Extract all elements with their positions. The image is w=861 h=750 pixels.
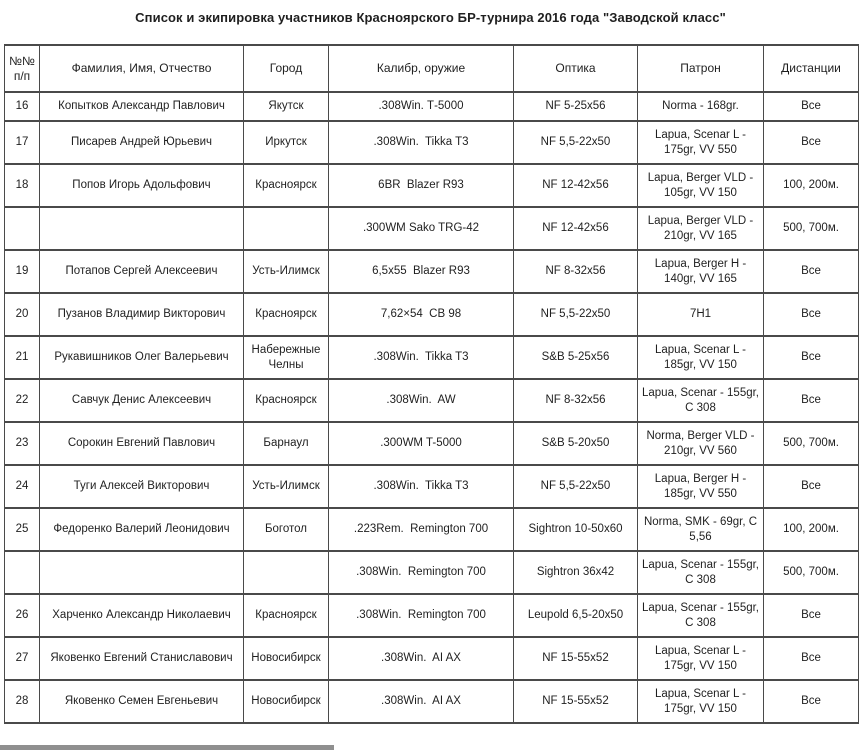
cell-distances: 100, 200м. xyxy=(764,508,859,551)
cell-name: Сорокин Евгений Павлович xyxy=(40,422,244,465)
cell-name: Потапов Сергей Алексеевич xyxy=(40,250,244,293)
table-row xyxy=(5,465,859,508)
header-row xyxy=(5,45,859,92)
cell-cartridge: Norma - 168gr. xyxy=(638,92,764,121)
cell-caliber: 6,5x55 Blazer R93 xyxy=(329,250,514,293)
cell-distances: Все xyxy=(764,250,859,293)
col-header-num: №№ п/п xyxy=(5,45,40,92)
cell-city: Усть-Илимск xyxy=(244,250,329,293)
col-header-caliber: Калибр, оружие xyxy=(329,45,514,92)
col-header-distances: Дистанции xyxy=(764,45,859,92)
col-header-city: Город xyxy=(244,45,329,92)
cell-caliber: .308Win. Т-5000 xyxy=(329,92,514,121)
cell-num: 16 xyxy=(5,92,40,121)
cell-num: 24 xyxy=(5,465,40,508)
cell-caliber: .308Win. Remington 700 xyxy=(329,594,514,637)
table-body xyxy=(5,92,859,723)
cell-city xyxy=(244,551,329,594)
cell-num: 26 xyxy=(5,594,40,637)
cell-num: 28 xyxy=(5,680,40,723)
col-header-cartridge: Патрон xyxy=(638,45,764,92)
cell-distances: Все xyxy=(764,293,859,336)
cell-caliber: 7,62×54 СВ 98 xyxy=(329,293,514,336)
cell-name: Федоренко Валерий Леонидович xyxy=(40,508,244,551)
table-row xyxy=(5,680,859,723)
cell-caliber: .308Win. Tikka T3 xyxy=(329,465,514,508)
cell-cartridge: Lapua, Scenar L - 175gr, VV 150 xyxy=(638,680,764,723)
cell-city: Красноярск xyxy=(244,379,329,422)
table-row xyxy=(5,92,859,121)
cell-city: Красноярск xyxy=(244,164,329,207)
cell-num xyxy=(5,207,40,250)
cell-name: Яковенко Евгений Станиславович xyxy=(40,637,244,680)
cell-caliber: .308Win. Tikka T3 xyxy=(329,336,514,379)
cell-name: Копытков Александр Павлович xyxy=(40,92,244,121)
cell-distances: Все xyxy=(764,637,859,680)
cell-distances: Все xyxy=(764,379,859,422)
cell-num: 21 xyxy=(5,336,40,379)
cell-caliber: .308Win. AI AX xyxy=(329,680,514,723)
table-row xyxy=(5,293,859,336)
cell-num: 23 xyxy=(5,422,40,465)
cell-num: 27 xyxy=(5,637,40,680)
cell-city: Красноярск xyxy=(244,594,329,637)
cell-caliber: .308Win. Remington 700 xyxy=(329,551,514,594)
cell-num xyxy=(5,551,40,594)
cell-optics: NF 12-42x56 xyxy=(514,207,638,250)
cell-caliber: 6BR Blazer R93 xyxy=(329,164,514,207)
table-row xyxy=(5,637,859,680)
cell-num: 18 xyxy=(5,164,40,207)
cell-optics: NF 5-25x56 xyxy=(514,92,638,121)
cell-distances: Все xyxy=(764,92,859,121)
cell-caliber: .223Rem. Remington 700 xyxy=(329,508,514,551)
cell-city: Иркутск xyxy=(244,121,329,164)
table-row xyxy=(5,508,859,551)
cell-city: Барнаул xyxy=(244,422,329,465)
cell-optics: NF 5,5-22x50 xyxy=(514,293,638,336)
cell-name xyxy=(40,207,244,250)
cell-distances: 500, 700м. xyxy=(764,207,859,250)
table-row xyxy=(5,379,859,422)
cell-cartridge: Norma, Berger VLD - 210gr, VV 560 xyxy=(638,422,764,465)
col-header-optics: Оптика xyxy=(514,45,638,92)
cell-cartridge: 7Н1 xyxy=(638,293,764,336)
cell-optics: Sightron 10-50x60 xyxy=(514,508,638,551)
table-row xyxy=(5,336,859,379)
cell-num: 20 xyxy=(5,293,40,336)
cell-distances: Все xyxy=(764,594,859,637)
table-row xyxy=(5,164,859,207)
cell-name: Попов Игорь Адольфович xyxy=(40,164,244,207)
cell-optics: NF 5,5-22x50 xyxy=(514,465,638,508)
cell-optics: Leupold 6,5-20x50 xyxy=(514,594,638,637)
cell-name: Рукавишников Олег Валерьевич xyxy=(40,336,244,379)
cell-city: Якутск xyxy=(244,92,329,121)
cell-cartridge: Lapua, Berger H - 140gr, VV 165 xyxy=(638,250,764,293)
cell-city: Новосибирск xyxy=(244,637,329,680)
cell-optics: NF 12-42x56 xyxy=(514,164,638,207)
cell-caliber: .308Win. Tikka T3 xyxy=(329,121,514,164)
cell-city: Усть-Илимск xyxy=(244,465,329,508)
cell-distances: Все xyxy=(764,336,859,379)
cell-cartridge: Lapua, Scenar L - 185gr, VV 150 xyxy=(638,336,764,379)
cell-optics: S&B 5-20x50 xyxy=(514,422,638,465)
cell-cartridge: Lapua, Scenar - 155gr, C 308 xyxy=(638,379,764,422)
cell-name xyxy=(40,551,244,594)
cell-distances: 500, 700м. xyxy=(764,551,859,594)
bottom-edge-artifact xyxy=(0,745,334,750)
cell-distances: 100, 200м. xyxy=(764,164,859,207)
cell-name: Писарев Андрей Юрьевич xyxy=(40,121,244,164)
cell-name: Савчук Денис Алексеевич xyxy=(40,379,244,422)
table-row xyxy=(5,422,859,465)
cell-caliber: .300WM T-5000 xyxy=(329,422,514,465)
cell-cartridge: Lapua, Scenar - 155gr, C 308 xyxy=(638,594,764,637)
cell-distances: Все xyxy=(764,121,859,164)
cell-optics: NF 5,5-22x50 xyxy=(514,121,638,164)
cell-caliber: .300WM Sako TRG-42 xyxy=(329,207,514,250)
cell-cartridge: Lapua, Scenar - 155gr, C 308 xyxy=(638,551,764,594)
table-row xyxy=(5,250,859,293)
cell-num: 17 xyxy=(5,121,40,164)
cell-num: 22 xyxy=(5,379,40,422)
cell-cartridge: Lapua, Berger VLD - 210gr, VV 165 xyxy=(638,207,764,250)
cell-city: Новосибирск xyxy=(244,680,329,723)
cell-name: Харченко Александр Николаевич xyxy=(40,594,244,637)
cell-city: Набережные Челны xyxy=(244,336,329,379)
cell-caliber: .308Win. AI AX xyxy=(329,637,514,680)
cell-city: Боготол xyxy=(244,508,329,551)
page-title: Список и экипировка участников Красноярского БР-турнира 2016 года "Заводской класс" xyxy=(135,10,726,25)
cell-caliber: .308Win. AW xyxy=(329,379,514,422)
cell-name: Пузанов Владимир Викторович xyxy=(40,293,244,336)
cell-distances: 500, 700м. xyxy=(764,422,859,465)
cell-name: Туги Алексей Викторович xyxy=(40,465,244,508)
cell-num: 19 xyxy=(5,250,40,293)
cell-optics: NF 15-55x52 xyxy=(514,637,638,680)
cell-cartridge: Lapua, Scenar L - 175gr, VV 550 xyxy=(638,121,764,164)
participants-table xyxy=(4,44,859,724)
cell-cartridge: Lapua, Berger H - 185gr, VV 550 xyxy=(638,465,764,508)
cell-city: Красноярск xyxy=(244,293,329,336)
cell-cartridge: Lapua, Scenar L - 175gr, VV 150 xyxy=(638,637,764,680)
cell-city xyxy=(244,207,329,250)
cell-cartridge: Lapua, Berger VLD - 105gr, VV 150 xyxy=(638,164,764,207)
table-row xyxy=(5,551,859,594)
cell-cartridge: Norma, SMK - 69gr, С 5,56 xyxy=(638,508,764,551)
cell-distances: Все xyxy=(764,680,859,723)
cell-name: Яковенко Семен Евгеньевич xyxy=(40,680,244,723)
cell-distances: Все xyxy=(764,465,859,508)
table-row xyxy=(5,207,859,250)
cell-optics: NF 8-32x56 xyxy=(514,250,638,293)
cell-optics: Sightron 36x42 xyxy=(514,551,638,594)
col-header-name: Фамилия, Имя, Отчество xyxy=(40,45,244,92)
table-row xyxy=(5,121,859,164)
cell-optics: S&B 5-25x56 xyxy=(514,336,638,379)
cell-optics: NF 15-55x52 xyxy=(514,680,638,723)
cell-num: 25 xyxy=(5,508,40,551)
table-row xyxy=(5,594,859,637)
cell-optics: NF 8-32x56 xyxy=(514,379,638,422)
